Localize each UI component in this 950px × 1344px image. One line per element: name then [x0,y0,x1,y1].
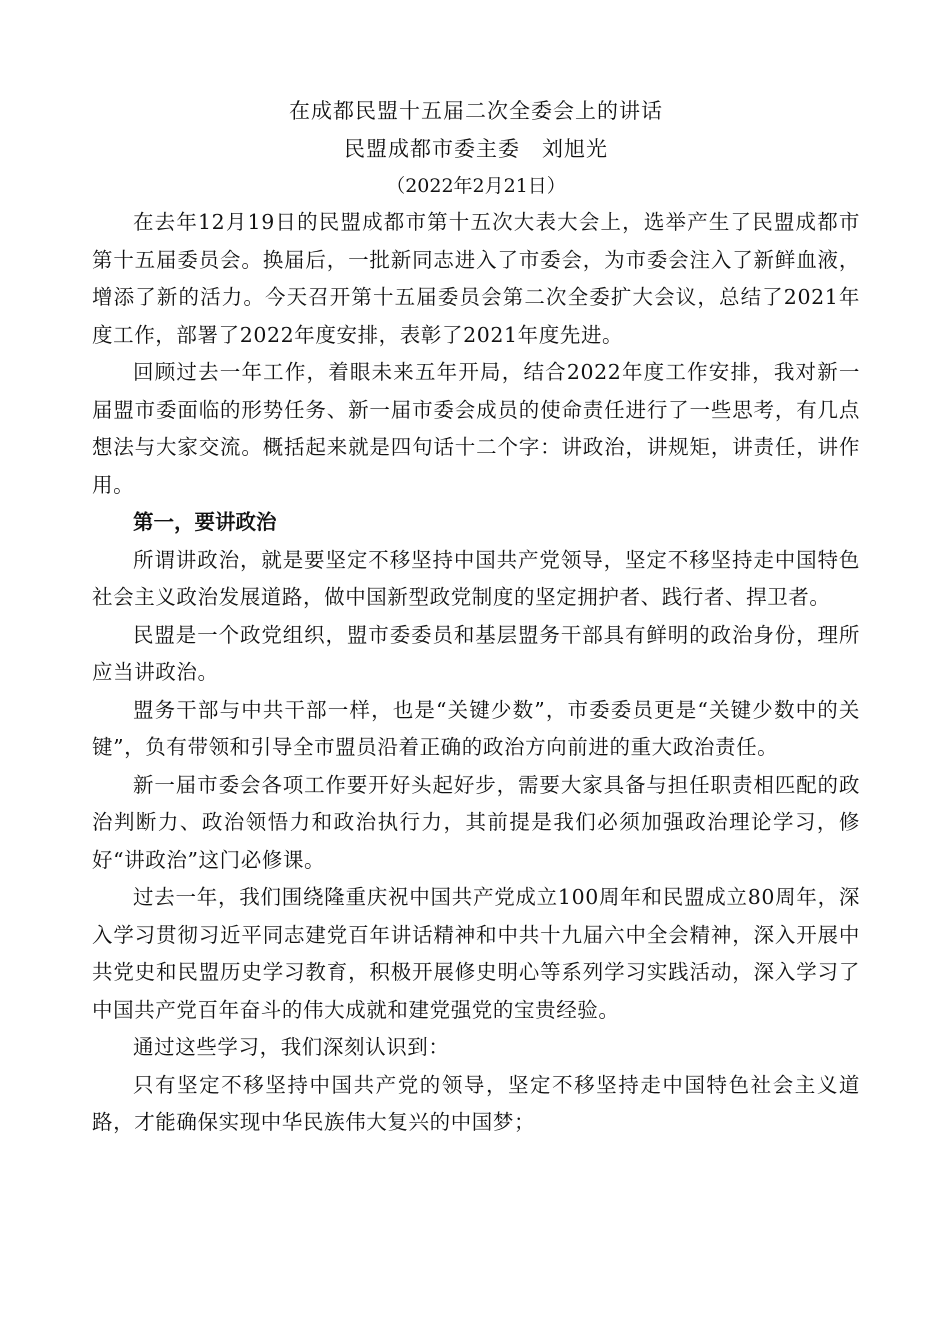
paragraph: 只有坚定不移坚持中国共产党的领导，坚定不移坚持走中国特色社会主义道路，才能确保实现中华民族伟大复兴的中国梦； [92,1072,860,1134]
paragraph: 在去年12月19日的民盟成都市第十五次大表大会上，选举产生了民盟成都市第十五届委员会。换届后，一批新同志进入了市委会，为市委会注入了新鲜血液，增添了新的活力。今天召开第十五届委员会第二次全委扩大会议，总结了2021年度工作，部署了2022年度安排，表彰了2021年度先进。 [92,210,860,347]
paragraph: 所谓讲政治，就是要坚定不移坚持中国共产党领导，坚定不移坚持走中国特色社会主义政治发展道路，做中国新型政党制度的坚定拥护者、践行者、捍卫者。 [92,547,860,609]
document-title: 在成都民盟十五届二次全委会上的讲话 [289,99,663,123]
paragraph: 盟务干部与中共干部一样，也是“关键少数”，市委委员更是“关键少数中的关键”，负有带领和引导全市盟员沿着正确的政治方向前进的重大政治责任。 [92,697,860,759]
paragraph: 回顾过去一年工作，着眼未来五年开局，结合2022年度工作安排，我对新一届盟市委面临的形势任务、新一届市委会成员的使命责任进行了一些思考，有几点想法与大家交流。概括起来就是四句话十二个字：讲政治，讲规矩，讲责任，讲作用。 [92,360,860,497]
document-date: （2022年2月21日） [386,175,566,197]
section-heading: 第一，要讲政治 [133,510,277,534]
paragraph: 新一届市委会各项工作要开好头起好步，需要大家具备与担任职责相匹配的政治判断力、政治领悟力和政治执行力，其前提是我们必须加强政治理论学习，修好“讲政治”这门必修课。 [92,772,860,872]
paragraph: 民盟是一个政党组织，盟市委委员和基层盟务干部具有鲜明的政治身份，理所应当讲政治。 [92,622,860,684]
author-line: 民盟成都市委主委 刘旭光 [344,137,608,161]
document-page [92,92,860,1142]
paragraph: 通过这些学习，我们深刻认识到： [133,1035,450,1059]
paragraph: 过去一年，我们围绕隆重庆祝中国共产党成立100周年和民盟成立80周年，深入学习贯彻习近平同志建党百年讲话精神和中共十九届六中全会精神，深入开展中共党史和民盟历史学习教育，积极开展修史明心等系列学习实践活动，深入学习了中国共产党百年奋斗的伟大成就和建党强党的宝贵经验。 [92,885,860,1022]
